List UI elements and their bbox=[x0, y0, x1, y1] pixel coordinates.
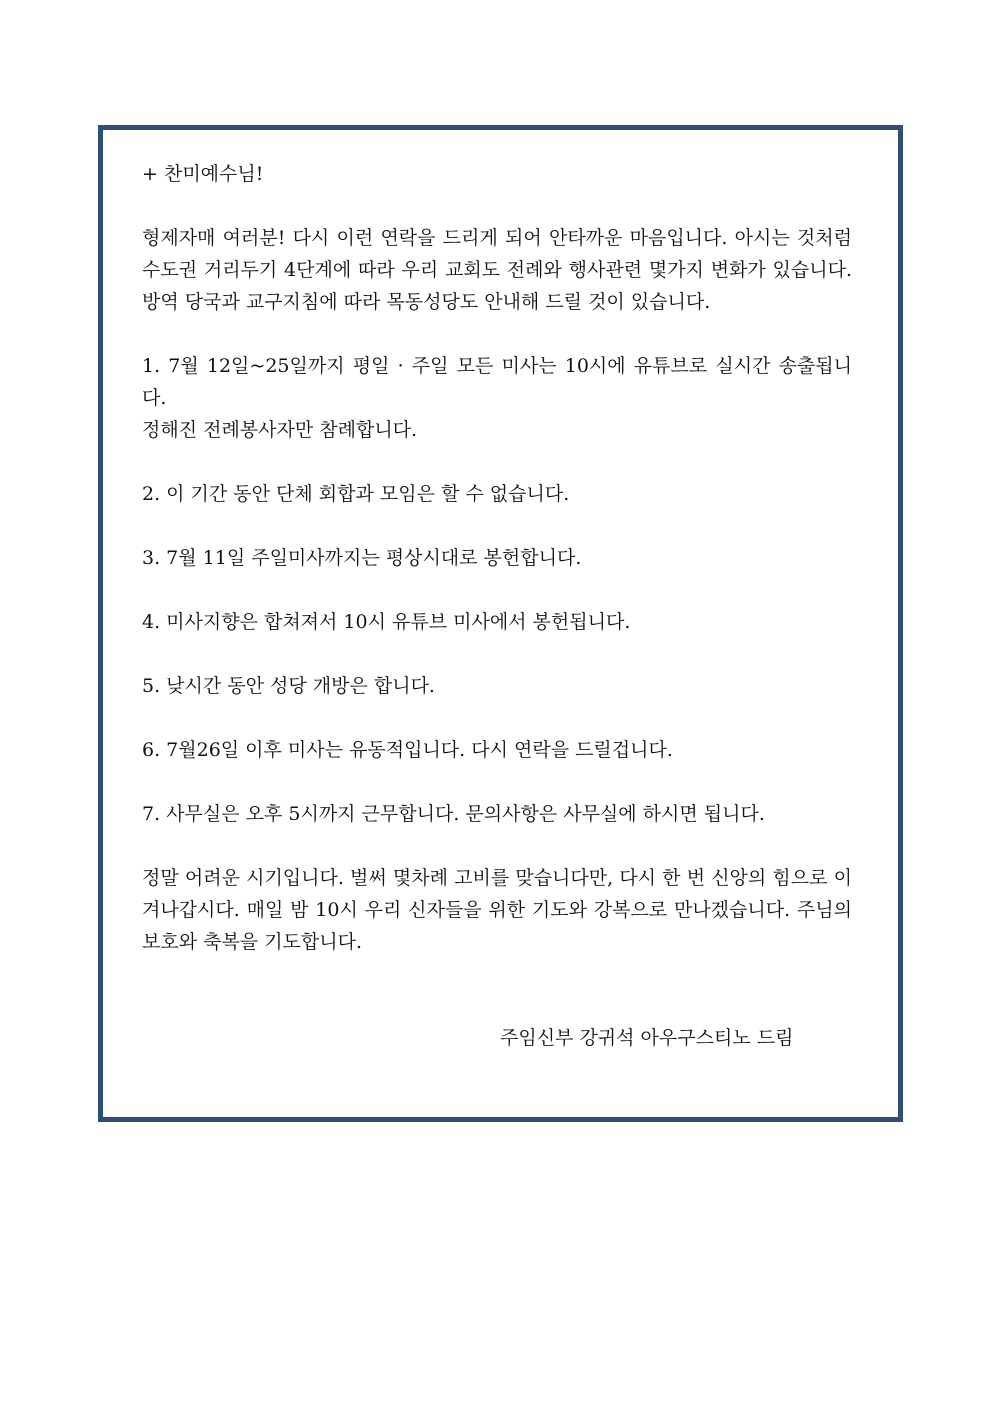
notice-item-4: 4. 미사지향은 합쳐져서 10시 유튜브 미사에서 봉헌됩니다. bbox=[142, 611, 631, 633]
notice-body bbox=[142, 158, 852, 990]
notice-item-1 bbox=[142, 350, 852, 446]
notice-item-6: 6. 7월26일 이후 미사는 유동적입니다. 다시 연락을 드릴겁니다. bbox=[142, 739, 673, 761]
signature-line: 주임신부 강귀석 아우구스티노 드림 bbox=[500, 1027, 794, 1049]
notice-item-3: 3. 7월 11일 주일미사까지는 평상시대로 봉헌합니다. bbox=[142, 547, 582, 569]
intro-paragraph: 형제자매 여러분! 다시 이런 연락을 드리게 되어 안타까운 마음입니다. 아시는 것처럼 수도권 거리두기 4단계에 따라 우리 교회도 전례와 행사관련 몇가지 변화가 있습니다.방역 당국과 교구지침에 따라 목동성당도 안내해 드릴 것이 있습니다. bbox=[142, 227, 852, 313]
greeting-line: + 찬미예수님! bbox=[142, 163, 264, 185]
notice-item-2: 2. 이 기간 동안 단체 회합과 모임은 할 수 없습니다. bbox=[142, 483, 570, 505]
closing-paragraph: 정말 어려운 시기입니다. 벌써 몇차례 고비를 맞습니다만, 다시 한 번 신앙의 힘으로 이겨나갑시다. 매일 밤 10시 우리 신자들을 위한 기도와 강복으로 만나겠습니다. 주님의 보호와 축복을 기도합니다. bbox=[142, 867, 852, 953]
notice-item-5: 5. 낮시간 동안 성당 개방은 합니다. bbox=[142, 675, 435, 697]
notice-item-7: 7. 사무실은 오후 5시까지 근무합니다. 문의사항은 사무실에 하시면 됩니다. bbox=[142, 803, 765, 825]
notice-item-1-text: 1. 7월 12일~25일까지 평일 · 주일 모든 미사는 10시에 유튜브로 실시간 송출됩니다. bbox=[142, 355, 852, 409]
notice-item-1-note: 정해진 전례봉사자만 참례합니다. bbox=[142, 419, 418, 441]
